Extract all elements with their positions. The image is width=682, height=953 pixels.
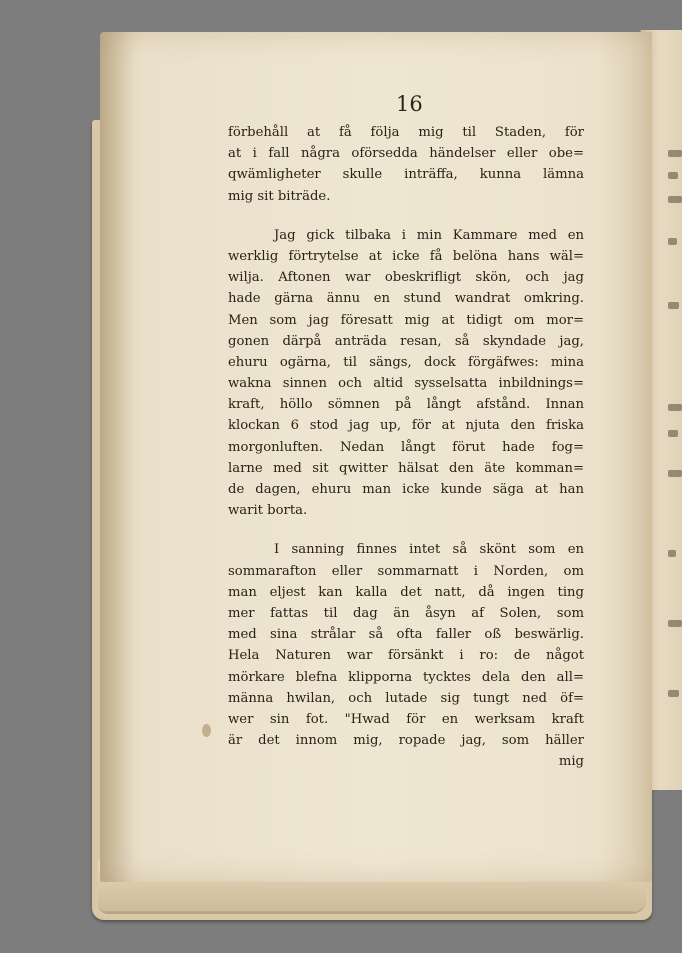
facing-page-text-fragment [668,620,682,627]
page-gutter-shadow [100,32,134,882]
facing-page-text-fragment [668,430,678,437]
facing-page-text-fragment [668,550,676,557]
text-line: klockan 6 stod jag up, för at njuta den friska [228,418,584,434]
page-text [228,122,584,772]
facing-page-text-fragment [668,302,679,309]
paragraph-3 [228,539,584,751]
text-line: morgonluften. Nedan långt förut hade fog= [228,439,584,455]
text-line: I sanning finnes intet så skönt som en [274,542,584,558]
facing-page-text-fragment [668,196,682,203]
facing-page-text-fragment [668,404,682,411]
text-line: werklig förtrytelse at icke få belöna hans wäl= [228,248,584,264]
text-line: med sina strålar så ofta faller oß beswärlig. [228,627,584,643]
text-line: kraft, höllo sömnen på långt afstånd. Innan [228,397,584,413]
text-line: gonen därpå anträda resan, så skyndade jag, [228,333,584,349]
text-line: förbehåll at få följa mig til Staden, för [228,125,584,140]
text-line: sommarafton eller sommarnatt i Norden, om [228,563,584,579]
text-line: mig sit biträde. [228,188,331,204]
text-line: wilja. Aftonen war obeskrifligt skön, och jag [228,270,584,286]
text-line: man eljest kan kalla det natt, då ingen ting [228,584,584,600]
text-line: wer sin fot. "Hwad för en werksam kraft [228,711,584,727]
facing-page-text-fragment [668,150,682,157]
facing-page-text-fragment [668,172,678,179]
text-line: at i fall några oförsedda händelser eller obe= [228,146,584,162]
text-line: qwämligheter skulle inträffa, kunna lämna [228,167,584,183]
text-line: mer fattas til dag än åsyn af Solen, som [228,605,584,621]
paragraph-2 [228,225,584,522]
text-line: Jag gick tilbaka i min Kammare med en [274,227,584,243]
paragraph-1 [228,122,584,207]
text-line: är det innom mig, ropade jag, som häller [228,733,584,749]
facing-page-text-fragment [668,238,677,245]
page-number: 16 [396,92,423,116]
text-line: ehuru ogärna, til sängs, dock förgäfwes: mina [228,354,584,370]
text-line: de dagen, ehuru man icke kunde säga at han [228,482,584,497]
text-line: männa hwilan, och lutade sig tungt ned öf= [228,690,584,706]
paper-stain [202,724,211,737]
text-line: hade gärna ännu en stund wandrat omkring. [228,291,584,307]
page-stack-bottom-lines [104,880,634,912]
text-line: warit borta. [228,503,308,519]
facing-page-text-fragment [668,470,682,477]
text-line: larne med sit qwitter hälsat den äte komman= [228,460,584,476]
text-line: Hela Naturen war försänkt i ro: de något [228,648,584,664]
text-line: mörkare blefna klipporna tycktes dela den all= [228,669,584,685]
text-line: wakna sinnen och altid sysselsatta inbildnings= [228,376,584,392]
catchword: mig [558,754,584,770]
text-line: Men som jag föresatt mig at tidigt om mor= [228,312,584,328]
facing-page-text-fragment [668,690,679,697]
